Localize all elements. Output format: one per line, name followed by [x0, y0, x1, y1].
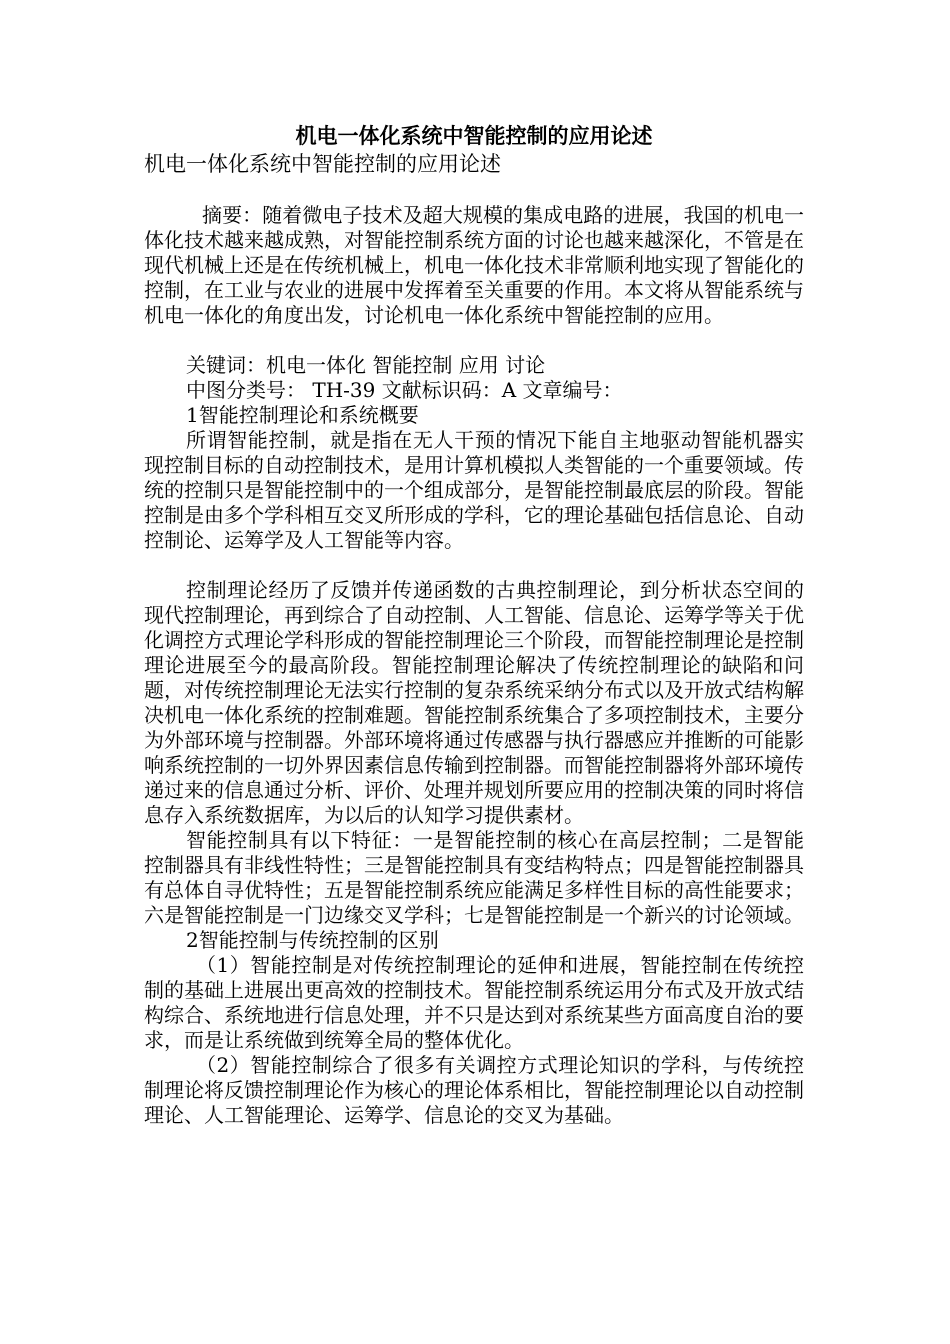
section-2-item-1: （1）智能控制是对传统控制理论的延伸和进展，智能控制在传统控制的基础上进展出更高效的控制技术。智能控制系统运用分布式及开放式结构综合、系统地进行信息处理，并不只是达到对系统某些方面高度自治的要求，而是让系统做到统筹全局的整体优化。	[144, 953, 804, 1052]
spacer	[144, 178, 804, 203]
section-1-paragraph-3: 智能控制具有以下特征：一是智能控制的核心在高层控制；二是智能控制器具有非线性特性；三是智能控制具有变结构特点；四是智能控制器具有总体自寻优特性；五是智能控制系统应能满足多样性目标的高性能要求；六是智能控制是一门边缘交叉学科；七是智能控制是一个新兴的讨论领域。	[144, 828, 804, 927]
spacer	[144, 553, 804, 578]
section-2-item-2: （2）智能控制综合了很多有关调控方式理论知识的学科，与传统控制理论将反馈控制理论作为核心的理论体系相比，智能控制理论以自动控制理论、人工智能理论、运筹学、信息论的交叉为基础。	[144, 1053, 804, 1127]
section-2-heading: 2智能控制与传统控制的区别	[186, 928, 439, 952]
document-subtitle: 机电一体化系统中智能控制的应用论述	[144, 152, 501, 176]
section-1-paragraph-1: 所谓智能控制，就是指在无人干预的情况下能自主地驱动智能机器实现控制目标的自动控制技术，是用计算机模拟人类智能的一个重要领域。传统的控制只是智能控制中的一个组成部分，是智能控制最底层的阶段。智能控制是由多个学科相互交叉所形成的学科，它的理论基础包括信息论、自动控制论、运筹学及人工智能等内容。	[144, 428, 804, 552]
keywords-line: 关键词：机电一体化 智能控制 应用 讨论	[186, 353, 546, 377]
document-title: 机电一体化系统中智能控制的应用论述	[295, 123, 653, 148]
classification-line: 中图分类号： TH-39 文献标识码：A 文章编号：	[186, 378, 623, 402]
section-1-paragraph-2: 控制理论经历了反馈并传递函数的古典控制理论，到分析状态空间的现代控制理论，再到综合了自动控制、人工智能、信息论、运筹学等关于优化调控方式理论学科形成的智能控制理论三个阶段，而智能控制理论是控制理论进展至今的最高阶段。智能控制理论解决了传统控制理论的缺陷和问题，对传统控制理论无法实行控制的复杂系统采纳分布式以及开放式结构解决机电一体化系统的控制难题。智能控制系统集合了多项控制技术，主要分为外部环境与控制器。外部环境将通过传感器与执行器感应并推断的可能影响系统控制的一切外界因素信息传输到控制器。而智能控制器将外部环境传递过来的信息通过分析、评价、处理并规划所要应用的控制决策的同时将信息存入系统数据库，为以后的认知学习提供素材。	[144, 578, 804, 827]
document-body	[144, 122, 804, 1128]
spacer	[144, 328, 804, 353]
section-1-heading: 1智能控制理论和系统概要	[186, 403, 419, 427]
abstract-paragraph: 摘要：随着微电子技术及超大规模的集成电路的进展，我国的机电一体化技术越来越成熟，对智能控制系统方面的讨论也越来越深化，不管是在现代机械上还是在传统机械上，机电一体化技术非常顺利地实现了智能化的控制，在工业与农业的进展中发挥着至关重要的作用。本文将从智能系统与机电一体化的角度出发，讨论机电一体化系统中智能控制的应用。	[144, 203, 804, 327]
